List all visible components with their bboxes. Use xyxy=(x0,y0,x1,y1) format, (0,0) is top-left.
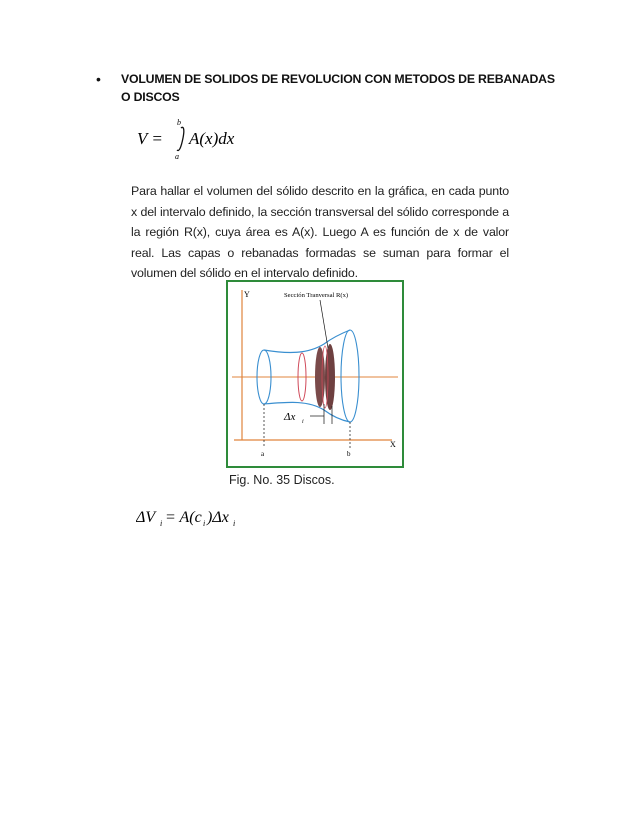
discs-diagram xyxy=(228,282,402,466)
y-axis-label: Y xyxy=(244,290,250,299)
integral-lower-limit: a xyxy=(175,152,179,160)
cross-section-label: Sección Tranversal R(x) xyxy=(284,292,349,299)
formula-rhs-end-sub: i xyxy=(233,519,236,528)
tick-b-label: b xyxy=(347,450,351,458)
formula-rhs-sub: i xyxy=(203,519,206,528)
delta-label: Δx xyxy=(284,411,296,423)
delta-volume-formula xyxy=(136,502,236,532)
disk-slice-2 xyxy=(325,344,335,410)
section-heading: VOLUMEN DE SOLIDOS DE REVOLUCION CON METODOS DE REBANADAS O DISCOS xyxy=(121,72,555,104)
right-end-ellipse xyxy=(341,330,359,422)
volume-integral-formula xyxy=(137,116,247,160)
tick-a-label: a xyxy=(261,450,265,458)
formula-rhs-end: )Δx xyxy=(207,509,229,526)
x-axis-label: X xyxy=(390,440,396,449)
integral-upper-limit: b xyxy=(177,118,181,127)
disk-slice-1 xyxy=(315,347,325,407)
integral-sign-icon xyxy=(177,127,184,150)
solid-lower-edge xyxy=(264,402,350,422)
discs-figure xyxy=(226,280,404,468)
cross-section-pointer xyxy=(320,300,328,348)
formula-rhs: = A(c xyxy=(165,509,202,526)
solid-upper-edge xyxy=(264,330,350,352)
description-paragraph: Para hallar el volumen del sólido descrito en la gráfica, en cada punto x del intervalo definido, la sección transversal del sólido corresponde a la región R(x), cuya área es A(x). Luego A es función de x de valor real. Las capas o rebanadas formadas se suman para formar el volumen del sólido en el intervalo definido. xyxy=(131,184,509,280)
formula-lhs: V = xyxy=(137,129,163,148)
list-bullet: • xyxy=(96,71,101,87)
figure-caption: Fig. No. 35 Discos. xyxy=(229,473,335,487)
delta-sub: i xyxy=(302,419,304,425)
delta-v-sub: i xyxy=(160,519,163,528)
delta-v: ΔV xyxy=(136,509,156,526)
integrand: A(x)dx xyxy=(189,129,235,148)
